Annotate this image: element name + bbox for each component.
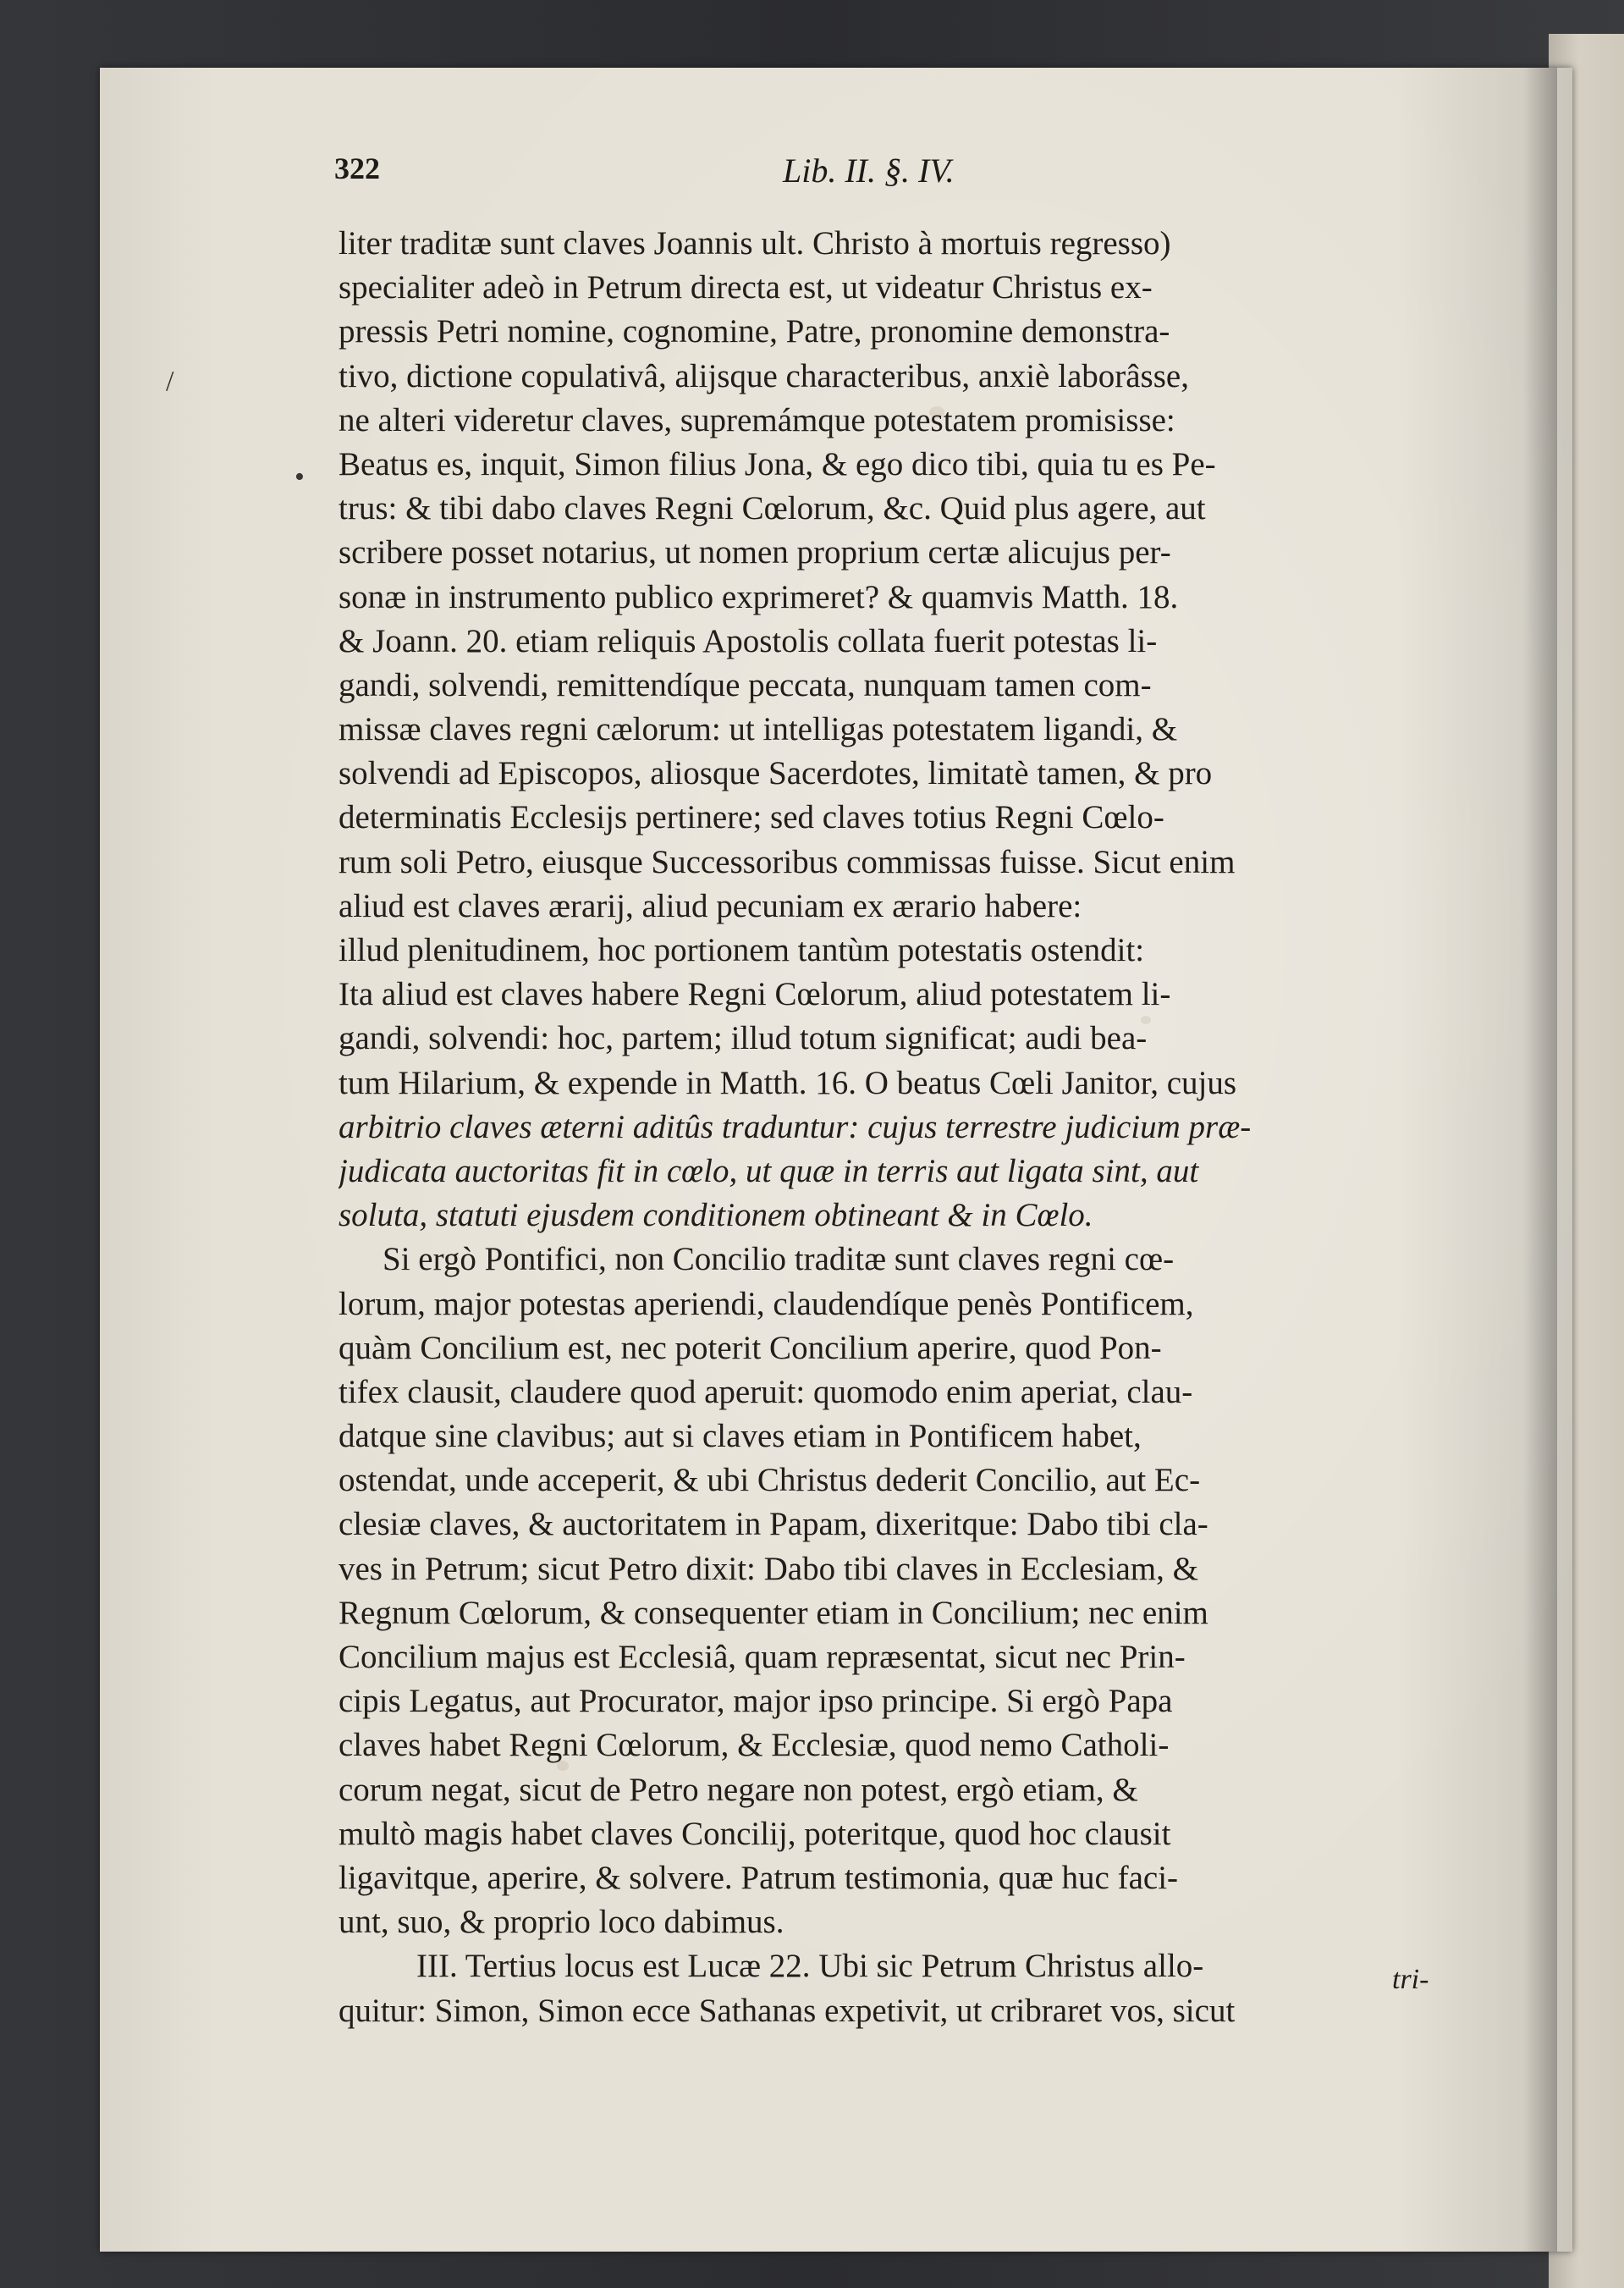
text-line: ne alteri videretur claves, supremámque potestatem promisisse: — [339, 401, 1175, 438]
running-head: Lib. II. §. IV. — [783, 152, 955, 190]
catchword: tri- — [1392, 1964, 1429, 1995]
page-header — [334, 151, 1451, 201]
text-line: tifex clausit, claudere quod aperuit: quomodo enim aperiat, clau- — [339, 1373, 1193, 1410]
text-line: Beatus es, inquit, Simon filius Jona, & ego dico tibi, quia tu es Pe- — [339, 445, 1216, 482]
margin-mark: / — [166, 366, 174, 397]
text-line: clesiæ claves, & auctoritatem in Papam, dixeritque: Dabo tibi cla- — [339, 1506, 1208, 1543]
page-number: 322 — [334, 152, 380, 185]
text-line: III. Tertius locus est Lucæ 22. Ubi sic Petrum Christus allo- — [416, 1948, 1204, 1985]
text-line: illud plenitudinem, hoc portionem tantùm potestatis ostendit: — [339, 932, 1145, 968]
text-line: sonæ in instrumento publico exprimeret? & quamvis Matth. 18. — [339, 578, 1179, 615]
text-line: quàm Concilium est, nec poterit Concilium aperire, quod Pon- — [339, 1329, 1162, 1366]
text-line: judicata auctoritas fit in cœlo, ut quæ in terris aut ligata sint, aut — [339, 1152, 1199, 1189]
text-line: specialiter adeò in Petrum directa est, ut videatur Christus ex- — [339, 269, 1153, 306]
text-line: quitur: Simon, Simon ecce Sathanas expetivit, ut cribraret vos, sicut — [339, 1992, 1236, 2029]
text-line: Regnum Cœlorum, & consequenter etiam in Concilium; nec enim — [339, 1594, 1208, 1631]
text-line: soluta, statuti ejusdem conditionem obtineant & in Cœlo. — [339, 1197, 1093, 1234]
text-line: pressis Petri nomine, cognomine, Patre, pronomine demonstra- — [339, 313, 1170, 350]
text-line: corum negat, sicut de Petro negare non potest, ergò etiam, & — [339, 1771, 1138, 1808]
text-line: Ita aliud est claves habere Regni Cœlorum, aliud potestatem li- — [339, 976, 1171, 1013]
text-line: ostendat, unde acceperit, & ubi Christus dederit Concilio, aut Ec- — [339, 1462, 1201, 1499]
text-line: lorum, major potestas aperiendi, claudendíque penès Pontificem, — [339, 1285, 1194, 1322]
text-line: gandi, solvendi: hoc, partem; illud totum significat; audi bea- — [339, 1020, 1148, 1057]
text-line: determinatis Ecclesijs pertinere; sed claves totius Regni Cœlo- — [339, 799, 1164, 836]
text-line: aliud est claves ærarij, aliud pecuniam ex ærario habere: — [339, 887, 1082, 924]
text-line: claves habet Regni Cœlorum, & Ecclesiæ, quod nemo Catholi- — [339, 1727, 1170, 1764]
text-line: ligavitque, aperire, & solvere. Patrum testimonia, quæ huc faci- — [339, 1859, 1179, 1896]
text-line: unt, suo, & proprio loco dabimus. — [339, 1904, 784, 1941]
text-line: multò magis habet claves Concilij, poteritque, quod hoc clausit — [339, 1815, 1171, 1852]
text-line: trus: & tibi dabo claves Regni Cœlorum, &c. Quid plus agere, aut — [339, 490, 1206, 527]
text-line: tum Hilarium, & expende in Matth. 16. O beatus Cœli Janitor, cujus — [339, 1064, 1237, 1101]
text-line: missæ claves regni cælorum: ut intelligas potestatem ligandi, & — [339, 711, 1178, 748]
text-line: arbitrio claves æterni aditûs traduntur: cujus terrestre judicium præ- — [339, 1108, 1252, 1145]
text-line: solvendi ad Episcopos, aliosque Sacerdotes, limitatè tamen, & pro — [339, 755, 1213, 792]
text-line: cipis Legatus, aut Procurator, major ipso principe. Si ergò Papa — [339, 1683, 1173, 1720]
text-line: & Joann. 20. etiam reliquis Apostolis collata fuerit potestas li- — [339, 622, 1158, 659]
body-text — [339, 222, 1473, 2033]
text-line: ves in Petrum; sicut Petro dixit: Dabo tibi claves in Ecclesiam, & — [339, 1550, 1198, 1587]
text-line: gandi, solvendi, remittendíque peccata, nunquam tamen com- — [339, 666, 1152, 703]
margin-mark: • — [295, 461, 305, 493]
text-line: Si ergò Pontifici, non Concilio traditæ sunt claves regni cœ- — [383, 1241, 1175, 1278]
text-line: scribere posset notarius, ut nomen proprium certæ alicujus per- — [339, 534, 1171, 571]
text-line: Concilium majus est Ecclesiâ, quam repræsentat, sicut nec Prin- — [339, 1639, 1186, 1675]
page-gutter-shadow — [1523, 68, 1557, 2252]
text-line: liter traditæ sunt claves Joannis ult. Christo à mortuis regresso) — [339, 225, 1171, 262]
text-line: rum soli Petro, eiusque Successoribus commissas fuisse. Sicut enim — [339, 843, 1236, 880]
text-line: datque sine clavibus; aut si claves etiam in Pontificem habet, — [339, 1418, 1142, 1455]
text-line: tivo, dictione copulativâ, alijsque characteribus, anxiè laborâsse, — [339, 357, 1189, 394]
